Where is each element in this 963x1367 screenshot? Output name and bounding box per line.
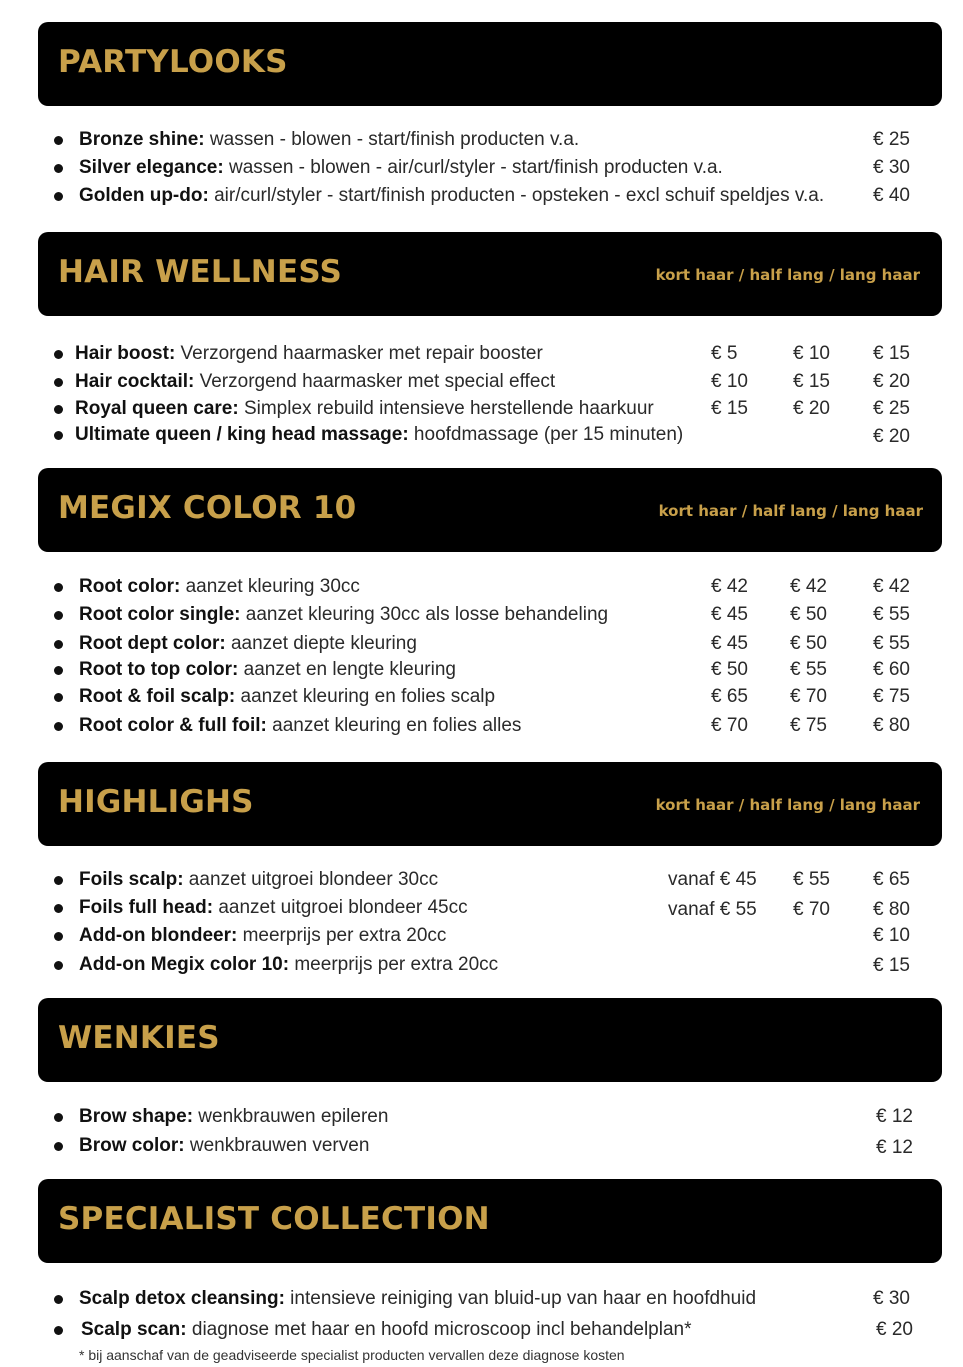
service-description: meerprijs per extra 20cc <box>289 954 499 975</box>
bullet-icon <box>54 722 63 731</box>
service-description: aanzet uitgroei blondeer 45cc <box>213 897 468 918</box>
price-short: € 45 <box>711 604 748 625</box>
price-long: € 15 <box>873 343 910 364</box>
service-name: Root color & full foil: <box>79 715 267 736</box>
list-item <box>0 154 963 182</box>
bullet-icon <box>54 405 63 414</box>
price: € 25 <box>873 129 910 150</box>
service-name: Add-on Megix color 10: <box>79 954 290 975</box>
price-long: € 65 <box>873 869 910 890</box>
bullet-icon <box>54 192 63 201</box>
list-item <box>0 395 963 423</box>
list-item <box>0 1103 963 1131</box>
price-short: € 50 <box>711 659 748 680</box>
section-header-highlighs <box>38 762 942 846</box>
section-header-wenkies <box>38 998 942 1082</box>
bullet-icon <box>54 932 63 941</box>
price-half: € 15 <box>793 371 830 392</box>
price-half: € 70 <box>790 686 827 707</box>
bullet-icon <box>54 431 63 440</box>
price-long: € 75 <box>873 686 910 707</box>
price-long: € 55 <box>873 604 910 625</box>
price-long: € 10 <box>873 925 910 946</box>
price: € 20 <box>876 1319 913 1340</box>
list-item <box>0 368 963 396</box>
service-name: Root & foil scalp: <box>79 686 236 707</box>
service-name: Royal queen care: <box>75 398 239 419</box>
service-description: Verzorgend haarmasker met repair booster <box>175 343 543 364</box>
service-name: Golden up-do: <box>79 185 209 206</box>
price-half: € 70 <box>793 899 830 920</box>
section-header-partylooks <box>38 22 942 106</box>
bullet-icon <box>54 583 63 592</box>
section-header-hair-wellness <box>38 232 942 316</box>
service-description: meerprijs per extra 20cc <box>237 925 447 946</box>
service-name: Root color: <box>79 576 181 597</box>
list-item <box>0 421 963 449</box>
price-long: € 25 <box>873 398 910 419</box>
bullet-icon <box>54 611 63 620</box>
service-description: intensieve reiniging van bluid-up van haar en hoofdhuid <box>284 1288 757 1309</box>
bullet-icon <box>54 961 63 970</box>
service-name: Brow color: <box>79 1135 185 1156</box>
list-item <box>0 951 963 979</box>
service-description: wassen - blowen - start/finish producten v.a. <box>204 129 580 150</box>
price-short: vanaf € 55 <box>668 899 757 920</box>
bullet-icon <box>54 693 63 702</box>
service-description: wenkbrauwen epileren <box>193 1106 389 1127</box>
service-description: Verzorgend haarmasker met special effect <box>194 371 556 392</box>
price-half: € 75 <box>790 715 827 736</box>
bullet-icon <box>54 640 63 649</box>
price-half: € 55 <box>790 659 827 680</box>
service-name: Root to top color: <box>79 659 239 680</box>
service-description: aanzet kleuring en folies alles <box>266 715 522 736</box>
bullet-icon <box>54 666 63 675</box>
service-name: Scalp detox cleansing: <box>79 1288 285 1309</box>
price-half: € 50 <box>790 633 827 654</box>
service-description: Simplex rebuild intensieve herstellende haarkuur <box>238 398 654 419</box>
service-description: wassen - blowen - air/curl/styler - start/finish producten v.a. <box>223 157 723 178</box>
price-short: vanaf € 45 <box>668 869 757 890</box>
footnote: * bij aanschaf van de geadviseerde specialist producten vervallen deze diagnose kosten <box>79 1347 625 1363</box>
list-item <box>0 182 963 210</box>
section-title: HIGHLIGHS <box>58 784 254 820</box>
price: € 12 <box>876 1106 913 1127</box>
section-title: MEGIX COLOR 10 <box>58 490 357 526</box>
bullet-icon <box>54 350 63 359</box>
service-description: hoofdmassage (per 15 minuten) <box>408 424 684 445</box>
service-description: aanzet en lengte kleuring <box>238 659 456 680</box>
price-half: € 50 <box>790 604 827 625</box>
service-description: wenkbrauwen verven <box>184 1135 370 1156</box>
bullet-icon <box>54 1326 63 1335</box>
price: € 30 <box>873 157 910 178</box>
price-long: € 80 <box>873 715 910 736</box>
price-half: € 20 <box>793 398 830 419</box>
bullet-icon <box>54 164 63 173</box>
price-half: € 42 <box>790 576 827 597</box>
service-name: Hair boost: <box>75 343 176 364</box>
price: € 40 <box>873 185 910 206</box>
service-name: Silver elegance: <box>79 157 224 178</box>
service-description: aanzet uitgroei blondeer 30cc <box>183 869 439 890</box>
section-header-megix-color <box>38 468 942 552</box>
service-name: Ultimate queen / king head massage: <box>75 424 409 445</box>
service-name: Brow shape: <box>79 1106 194 1127</box>
price-short: € 5 <box>711 343 738 364</box>
bullet-icon <box>54 876 63 885</box>
service-description: aanzet kleuring 30cc <box>180 576 360 597</box>
price-short: € 45 <box>711 633 748 654</box>
service-description: diagnose met haar en hoofd microscoop incl behandelplan* <box>186 1319 692 1340</box>
price-short: € 15 <box>711 398 748 419</box>
service-name: Scalp scan: <box>81 1319 187 1340</box>
bullet-icon <box>54 1295 63 1304</box>
price-short: € 70 <box>711 715 748 736</box>
list-item <box>0 656 963 684</box>
list-item <box>0 1316 963 1344</box>
service-name: Hair cocktail: <box>75 371 195 392</box>
price-short: € 42 <box>711 576 748 597</box>
service-name: Root dept color: <box>79 633 226 654</box>
price-long: € 20 <box>873 426 910 447</box>
service-name: Bronze shine: <box>79 129 205 150</box>
price-short: € 10 <box>711 371 748 392</box>
service-name: Foils scalp: <box>79 869 184 890</box>
price-half: € 55 <box>793 869 830 890</box>
section-title: WENKIES <box>58 1020 220 1056</box>
list-item <box>0 922 963 950</box>
section-subtitle: kort haar / half lang / lang haar <box>658 502 923 520</box>
service-description: air/curl/styler - start/finish producten - opsteken - excl schuif speldjes v.a. <box>208 185 825 206</box>
service-description: aanzet kleuring en folies scalp <box>235 686 496 707</box>
bullet-icon <box>54 378 63 387</box>
section-title: SPECIALIST COLLECTION <box>58 1201 490 1237</box>
list-item <box>0 340 963 368</box>
list-item <box>0 1132 963 1160</box>
price-long: € 60 <box>873 659 910 680</box>
bullet-icon <box>54 136 63 145</box>
service-description: aanzet kleuring 30cc als losse behandeling <box>240 604 609 625</box>
service-name: Foils full head: <box>79 897 214 918</box>
section-title: HAIR WELLNESS <box>58 254 342 290</box>
price: € 30 <box>873 1288 910 1309</box>
list-item <box>0 712 963 740</box>
list-item <box>0 866 963 894</box>
price-half: € 10 <box>793 343 830 364</box>
section-header-specialist-collection <box>38 1179 942 1263</box>
price-short: € 65 <box>711 686 748 707</box>
service-name: Root color single: <box>79 604 241 625</box>
price-long: € 42 <box>873 576 910 597</box>
price: € 12 <box>876 1137 913 1158</box>
list-item <box>0 126 963 154</box>
section-subtitle: kort haar / half lang / lang haar <box>655 796 920 814</box>
price-long: € 55 <box>873 633 910 654</box>
list-item <box>0 894 963 922</box>
price-long: € 15 <box>873 955 910 976</box>
bullet-icon <box>54 904 63 913</box>
list-item <box>0 630 963 658</box>
bullet-icon <box>54 1113 63 1122</box>
bullet-icon <box>54 1142 63 1151</box>
list-item <box>0 1285 963 1313</box>
section-title: PARTYLOOKS <box>58 44 288 80</box>
list-item <box>0 683 963 711</box>
list-item <box>0 573 963 601</box>
price-long: € 20 <box>873 371 910 392</box>
price-long: € 80 <box>873 899 910 920</box>
list-item <box>0 601 963 629</box>
section-subtitle: kort haar / half lang / lang haar <box>655 266 920 284</box>
service-description: aanzet diepte kleuring <box>225 633 417 654</box>
service-name: Add-on blondeer: <box>79 925 238 946</box>
